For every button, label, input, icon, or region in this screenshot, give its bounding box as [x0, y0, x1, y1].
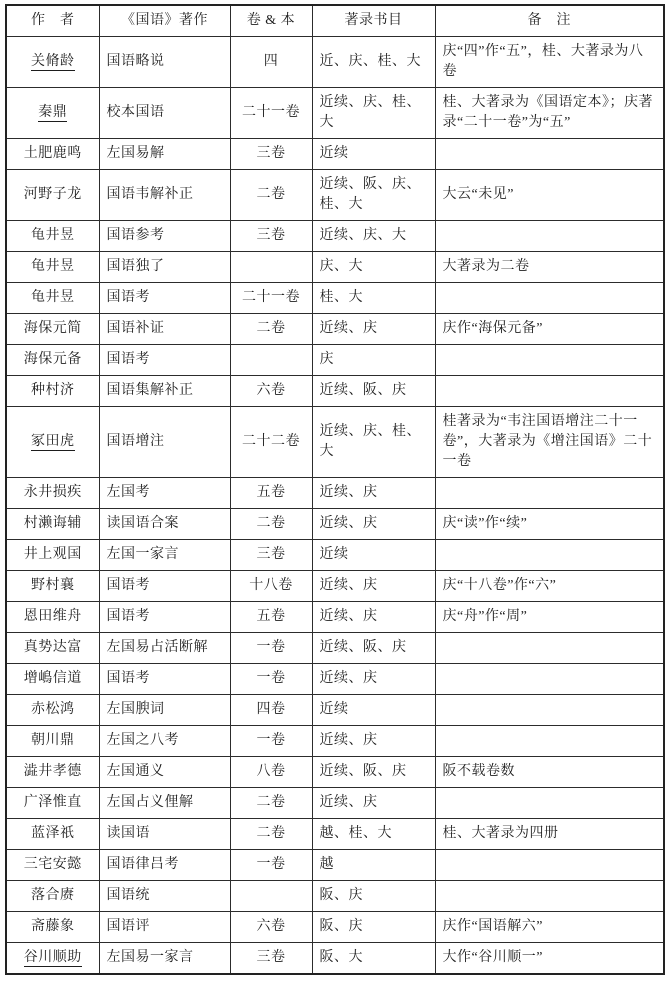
author-name: 井上观国 [23, 547, 82, 562]
note-cell [435, 345, 664, 376]
catalogs-cell: 近续、阪、庆、桂、大 [312, 170, 435, 221]
note-cell: 桂、大著录为四册 [435, 819, 664, 850]
catalogs-cell: 近、庆、桂、大 [312, 37, 435, 88]
catalogs-cell: 近续 [312, 540, 435, 571]
volumes-cell: 八卷 [230, 757, 312, 788]
volumes-cell: 五卷 [230, 602, 312, 633]
volumes-cell: 二十一卷 [230, 283, 312, 314]
author-cell [6, 571, 99, 602]
catalogs-cell: 近续、庆 [312, 602, 435, 633]
author-name: 野村襄 [31, 578, 75, 593]
author-name: 恩田维舟 [23, 609, 82, 624]
table-row [6, 943, 664, 975]
author-cell [6, 314, 99, 345]
author-name: 关脩龄 [31, 54, 75, 69]
volumes-cell: 三卷 [230, 139, 312, 170]
volumes-cell: 五卷 [230, 478, 312, 509]
note-cell [435, 695, 664, 726]
work-cell: 国语独了 [99, 252, 230, 283]
note-cell: 大作“谷川顺一” [435, 943, 664, 975]
volumes-cell: 六卷 [230, 376, 312, 407]
author-cell [6, 602, 99, 633]
catalogs-cell: 近续、阪、庆 [312, 633, 435, 664]
note-cell [435, 221, 664, 252]
work-cell: 左国易一家言 [99, 943, 230, 975]
author-cell [6, 252, 99, 283]
author-name: 广泽惟直 [23, 795, 82, 810]
note-cell [435, 633, 664, 664]
work-cell: 校本国语 [99, 88, 230, 139]
work-cell: 国语评 [99, 912, 230, 943]
author-cell [6, 407, 99, 478]
author-name: 三宅安懿 [23, 857, 82, 872]
work-cell: 左国易占活断解 [99, 633, 230, 664]
author-cell [6, 478, 99, 509]
table-row [6, 478, 664, 509]
note-cell [435, 376, 664, 407]
note-cell [435, 881, 664, 912]
volumes-cell: 十八卷 [230, 571, 312, 602]
note-cell [435, 664, 664, 695]
header-row [6, 5, 664, 37]
author-cell [6, 881, 99, 912]
catalogs-cell: 近续、阪、庆 [312, 376, 435, 407]
work-cell: 左国腴词 [99, 695, 230, 726]
author-cell [6, 509, 99, 540]
note-cell: 庆作“国语解六” [435, 912, 664, 943]
header-work: 《国语》著作 [99, 5, 230, 37]
author-name: 落合赓 [31, 888, 75, 903]
table-row [6, 757, 664, 788]
work-cell: 左国易解 [99, 139, 230, 170]
catalogs-cell: 近续、庆 [312, 509, 435, 540]
work-cell: 国语考 [99, 283, 230, 314]
table-row [6, 819, 664, 850]
catalogs-cell: 近续、庆 [312, 478, 435, 509]
work-cell: 国语补证 [99, 314, 230, 345]
note-cell: 庆“十八卷”作“六” [435, 571, 664, 602]
catalogs-cell: 阪、庆 [312, 912, 435, 943]
table-row [6, 345, 664, 376]
note-cell [435, 139, 664, 170]
table-row [6, 314, 664, 345]
volumes-cell [230, 345, 312, 376]
catalogs-cell: 桂、大 [312, 283, 435, 314]
work-cell: 国语律吕考 [99, 850, 230, 881]
catalogs-cell: 近续、阪、庆 [312, 757, 435, 788]
volumes-cell [230, 252, 312, 283]
author-name: 增嶋信道 [23, 671, 82, 686]
work-cell: 国语韦解补正 [99, 170, 230, 221]
catalogs-cell: 近续、庆 [312, 314, 435, 345]
guoyu-works-table [5, 4, 665, 975]
author-name: 谷川顺助 [23, 950, 82, 965]
catalogs-cell: 庆、大 [312, 252, 435, 283]
note-cell: 庆“四”作“五”，桂、大著录为八卷 [435, 37, 664, 88]
note-cell: 阪不载卷数 [435, 757, 664, 788]
author-name: 海保元备 [23, 352, 82, 367]
author-cell [6, 850, 99, 881]
author-name: 龟井昱 [31, 228, 75, 243]
catalogs-cell: 近续、庆 [312, 664, 435, 695]
author-cell [6, 695, 99, 726]
volumes-cell [230, 881, 312, 912]
note-cell: 庆“舟”作“周” [435, 602, 664, 633]
table-body [6, 37, 664, 975]
volumes-cell: 一卷 [230, 726, 312, 757]
catalogs-cell: 近续、庆、桂、大 [312, 88, 435, 139]
catalogs-cell: 近续 [312, 139, 435, 170]
work-cell: 读国语 [99, 819, 230, 850]
header-catalogs: 著录书目 [312, 5, 435, 37]
work-cell: 左国考 [99, 478, 230, 509]
note-cell: 庆作“海保元备” [435, 314, 664, 345]
table-row [6, 633, 664, 664]
author-name: 斋藤象 [31, 919, 75, 934]
catalogs-cell: 越 [312, 850, 435, 881]
author-cell [6, 633, 99, 664]
note-cell: 桂、大著录为《国语定本》；庆著录“二十一卷”为“五” [435, 88, 664, 139]
author-name: 永井损疾 [23, 485, 82, 500]
author-name: 海保元简 [23, 321, 82, 336]
author-cell [6, 819, 99, 850]
table-row [6, 139, 664, 170]
volumes-cell: 三卷 [230, 540, 312, 571]
note-cell [435, 726, 664, 757]
note-cell [435, 540, 664, 571]
author-name: 秦鼎 [38, 105, 68, 120]
header-volumes: 卷 & 本 [230, 5, 312, 37]
table-row [6, 571, 664, 602]
work-cell: 左国之八考 [99, 726, 230, 757]
volumes-cell: 四卷 [230, 695, 312, 726]
note-cell [435, 478, 664, 509]
volumes-cell: 二卷 [230, 509, 312, 540]
volumes-cell: 三卷 [230, 943, 312, 975]
volumes-cell: 二卷 [230, 170, 312, 221]
work-cell: 国语集解补正 [99, 376, 230, 407]
table-row [6, 407, 664, 478]
table-row [6, 881, 664, 912]
note-cell: 大著录为二卷 [435, 252, 664, 283]
work-cell: 国语统 [99, 881, 230, 912]
work-cell: 国语略说 [99, 37, 230, 88]
table-row [6, 726, 664, 757]
author-cell [6, 283, 99, 314]
table-row [6, 509, 664, 540]
table-row [6, 695, 664, 726]
table-row [6, 88, 664, 139]
table-row [6, 37, 664, 88]
work-cell: 国语增注 [99, 407, 230, 478]
work-cell: 国语考 [99, 571, 230, 602]
table-row [6, 376, 664, 407]
header-note: 备 注 [435, 5, 664, 37]
volumes-cell: 一卷 [230, 664, 312, 695]
author-name: 河野子龙 [23, 187, 82, 202]
work-cell: 左国通义 [99, 757, 230, 788]
table-row [6, 283, 664, 314]
table-row [6, 252, 664, 283]
author-name: 龟井昱 [31, 290, 75, 305]
volumes-cell: 二卷 [230, 819, 312, 850]
work-cell: 国语考 [99, 345, 230, 376]
author-cell [6, 88, 99, 139]
table-row [6, 602, 664, 633]
table-row [6, 912, 664, 943]
catalogs-cell: 阪、大 [312, 943, 435, 975]
work-cell: 国语参考 [99, 221, 230, 252]
author-name: 朝川鼎 [31, 733, 75, 748]
volumes-cell: 二十二卷 [230, 407, 312, 478]
table-row [6, 540, 664, 571]
volumes-cell: 三卷 [230, 221, 312, 252]
note-cell [435, 788, 664, 819]
author-name: 冢田虎 [31, 434, 75, 449]
author-name: 种村济 [31, 383, 75, 398]
catalogs-cell: 庆 [312, 345, 435, 376]
table-row [6, 788, 664, 819]
author-cell [6, 170, 99, 221]
table-row [6, 170, 664, 221]
catalogs-cell: 阪、庆 [312, 881, 435, 912]
author-cell [6, 540, 99, 571]
author-cell [6, 376, 99, 407]
note-cell [435, 850, 664, 881]
author-cell [6, 757, 99, 788]
author-cell [6, 139, 99, 170]
note-cell: 大云“未见” [435, 170, 664, 221]
table-row [6, 850, 664, 881]
work-cell: 国语考 [99, 602, 230, 633]
work-cell: 左国占义俚解 [99, 788, 230, 819]
table-row [6, 221, 664, 252]
work-cell: 国语考 [99, 664, 230, 695]
volumes-cell: 二十一卷 [230, 88, 312, 139]
catalogs-cell: 近续、庆 [312, 571, 435, 602]
author-name: 土肥鹿鸣 [23, 146, 82, 161]
volumes-cell: 四 [230, 37, 312, 88]
volumes-cell: 六卷 [230, 912, 312, 943]
table-row [6, 664, 664, 695]
author-name: 赤松鸿 [31, 702, 75, 717]
author-cell [6, 221, 99, 252]
catalogs-cell: 近续、庆 [312, 726, 435, 757]
volumes-cell: 一卷 [230, 850, 312, 881]
work-cell: 左国一家言 [99, 540, 230, 571]
header-author: 作 者 [6, 5, 99, 37]
author-cell [6, 788, 99, 819]
author-name: 龟井昱 [31, 259, 75, 274]
author-cell [6, 912, 99, 943]
catalogs-cell: 越、桂、大 [312, 819, 435, 850]
catalogs-cell: 近续、庆、桂、大 [312, 407, 435, 478]
volumes-cell: 一卷 [230, 633, 312, 664]
catalogs-cell: 近续、庆 [312, 788, 435, 819]
note-cell: 庆“读”作“续” [435, 509, 664, 540]
volumes-cell: 二卷 [230, 314, 312, 345]
author-cell [6, 345, 99, 376]
author-name: 村濑诲辅 [23, 516, 82, 531]
author-name: 澁井孝德 [23, 764, 82, 779]
author-name: 真势达富 [23, 640, 82, 655]
author-cell [6, 664, 99, 695]
volumes-cell: 二卷 [230, 788, 312, 819]
catalogs-cell: 近续、庆、大 [312, 221, 435, 252]
note-cell: 桂著录为“韦注国语增注二十一卷”，大著录为《增注国语》二十一卷 [435, 407, 664, 478]
catalogs-cell: 近续 [312, 695, 435, 726]
author-name: 蓝泽祇 [31, 826, 75, 841]
author-cell [6, 943, 99, 975]
work-cell: 读国语合案 [99, 509, 230, 540]
author-cell [6, 37, 99, 88]
author-cell [6, 726, 99, 757]
note-cell [435, 283, 664, 314]
